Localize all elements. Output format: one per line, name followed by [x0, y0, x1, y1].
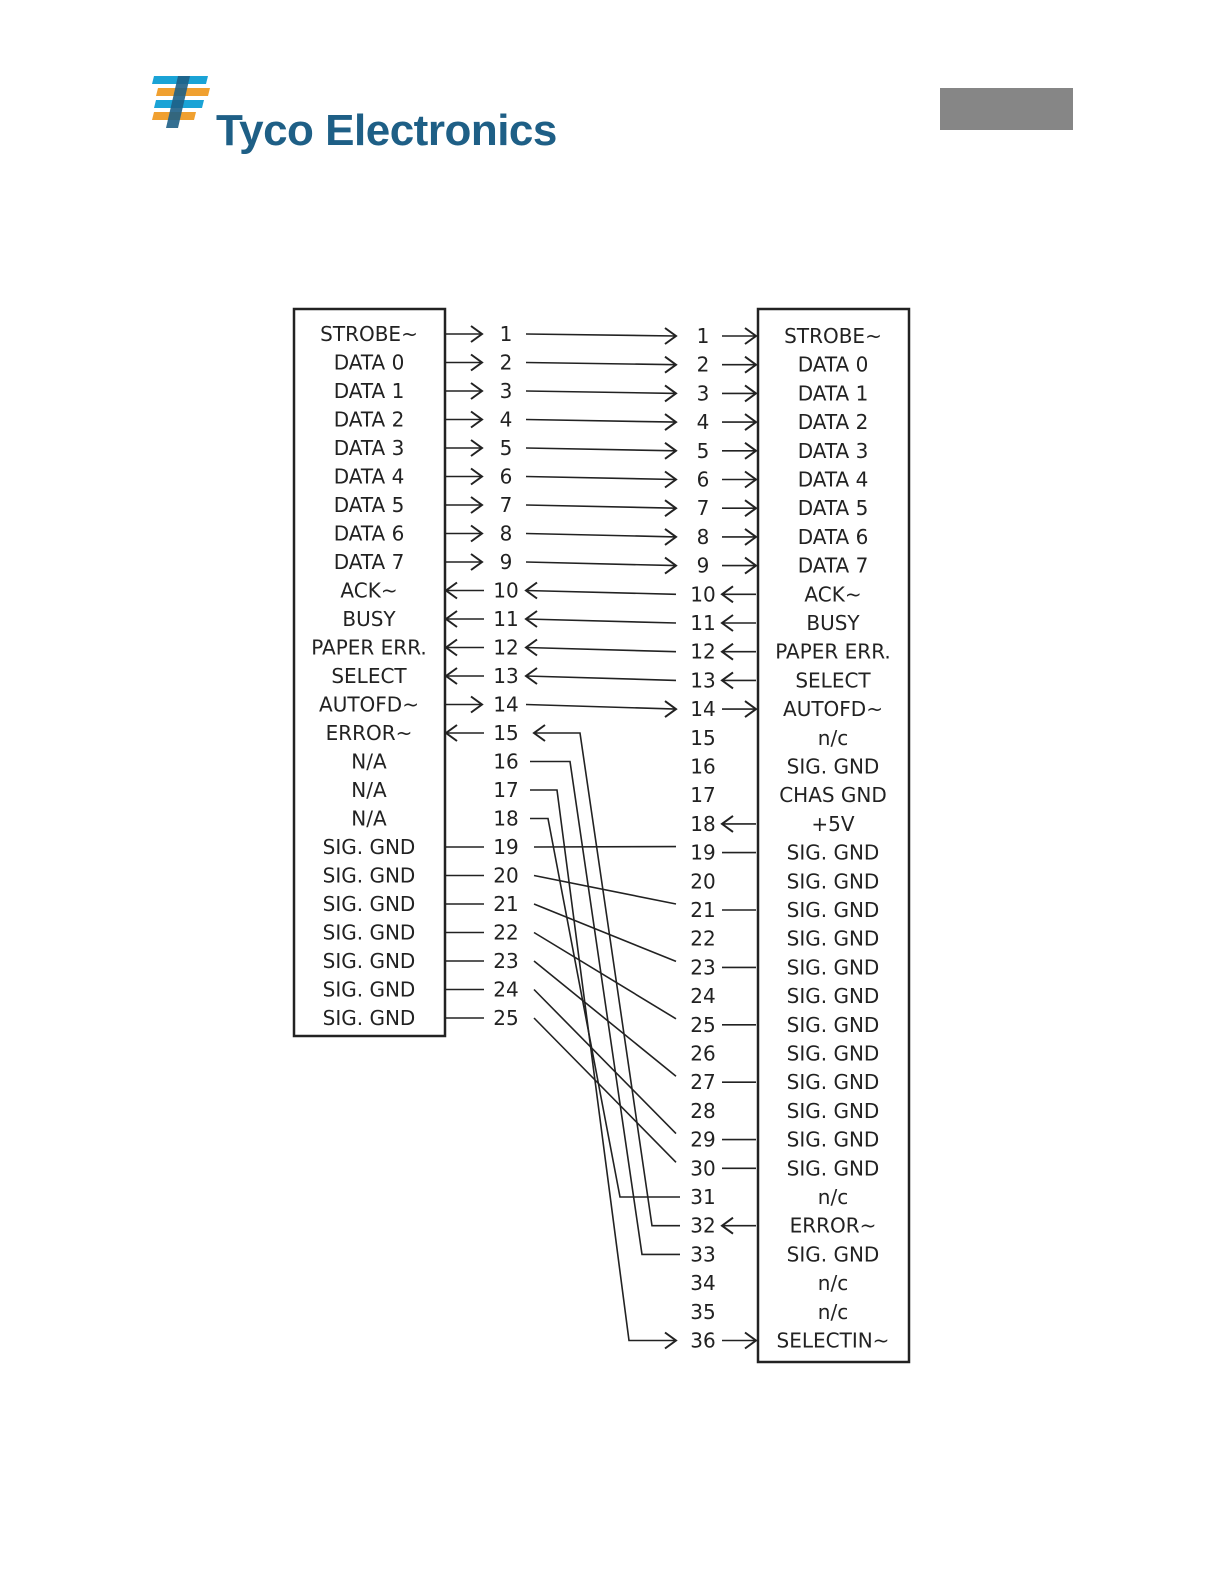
straight-wire	[526, 676, 676, 680]
left-pin-number: 9	[499, 550, 513, 574]
right-pin-number: 8	[696, 524, 710, 549]
straight-wire	[526, 391, 676, 393]
right-pin-number: 20	[690, 869, 716, 894]
left-pin-number: 25	[493, 1006, 519, 1030]
left-pin-number: 12	[493, 635, 519, 660]
right-pin-number: 4	[696, 410, 710, 435]
right-signal-label: DATA 3	[797, 438, 869, 463]
right-pin-number: 15	[690, 725, 716, 750]
left-signal-label: DATA 3	[333, 436, 405, 460]
right-pin-number: 3	[696, 381, 710, 406]
brand-name: Tyco Electronics	[216, 106, 557, 155]
right-pin-number: 21	[690, 898, 716, 922]
left-signal-label: SIG. GND	[322, 835, 416, 859]
left-pin-number: 2	[499, 350, 513, 375]
left-signal-label: ACK~	[340, 578, 398, 603]
straight-wire	[526, 505, 676, 508]
right-signal-label: +5V	[811, 811, 855, 836]
right-pin-number: 30	[690, 1156, 716, 1181]
right-signal-label: CHAS GND	[779, 783, 887, 808]
left-signal-label: N/A	[351, 778, 387, 802]
left-pin-number: 10	[493, 578, 519, 603]
cross-wire	[534, 1018, 676, 1162]
right-pin-number: 36	[690, 1328, 716, 1353]
left-pin-number: 14	[493, 692, 519, 717]
left-signal-label: SIG. GND	[322, 920, 416, 945]
right-signal-label: ERROR~	[789, 1213, 877, 1238]
right-pin-number: 18	[690, 811, 716, 836]
right-signal-label: SIG. GND	[786, 1012, 880, 1037]
straight-wire	[526, 648, 676, 652]
left-pin-number: 22	[493, 920, 519, 945]
right-pin-number: 19	[690, 840, 716, 865]
right-signal-label: DATA 2	[797, 410, 869, 435]
right-pin-number: 27	[690, 1070, 716, 1095]
straight-wire	[526, 534, 676, 537]
right-signal-label: SIG. GND	[786, 1070, 880, 1095]
left-pin-number: 18	[493, 806, 519, 831]
right-signal-label: SIG. GND	[786, 1127, 880, 1152]
right-signal-label: SIG. GND	[786, 926, 880, 951]
right-pin-number: 5	[696, 438, 710, 463]
right-pin-number: 26	[690, 1041, 716, 1066]
right-pin-number: 31	[690, 1185, 716, 1209]
left-signal-label: BUSY	[342, 607, 396, 631]
right-pin-number: 32	[690, 1213, 716, 1238]
straight-wire	[526, 477, 676, 480]
straight-wire	[526, 705, 676, 710]
right-pin-number: 7	[696, 496, 710, 521]
left-signal-label: STROBE~	[320, 322, 418, 346]
right-signal-label: STROBE~	[784, 324, 882, 348]
straight-wire	[526, 420, 676, 423]
straight-wire	[526, 334, 676, 336]
left-pin-number: 16	[493, 749, 519, 774]
right-signal-label: SIG. GND	[786, 1242, 880, 1267]
left-signal-label: DATA 7	[333, 550, 405, 574]
left-pin-number: 5	[499, 436, 513, 460]
right-signal-label: n/c	[817, 1185, 849, 1209]
right-signal-label: n/c	[817, 725, 849, 750]
cross-wire	[530, 790, 676, 1341]
right-signal-label: ACK~	[804, 582, 862, 607]
left-signal-label: N/A	[351, 806, 387, 831]
left-signal-label: SIG. GND	[322, 949, 416, 973]
right-signal-label: SIG. GND	[786, 984, 880, 1009]
right-pin-number: 34	[690, 1271, 716, 1296]
left-signal-label: ERROR~	[325, 721, 413, 745]
right-pin-number: 22	[690, 926, 716, 951]
cross-wire	[534, 904, 676, 961]
right-signal-label: SELECTIN~	[776, 1328, 890, 1353]
left-signal-label: SIG. GND	[322, 977, 416, 1002]
right-pin-number: 25	[690, 1012, 716, 1037]
right-pin-number: 14	[690, 697, 716, 722]
right-signal-label: n/c	[817, 1299, 849, 1324]
right-signal-label: DATA 5	[797, 496, 869, 521]
left-signal-label: SELECT	[331, 664, 407, 688]
left-signal-label: AUTOFD~	[319, 692, 419, 717]
left-signal-label: DATA 4	[333, 464, 405, 489]
straight-wire	[526, 619, 676, 623]
left-pin-number: 15	[493, 721, 519, 745]
left-pin-number: 4	[499, 407, 513, 432]
left-signal-label: SIG. GND	[322, 863, 416, 888]
straight-wire	[526, 562, 676, 566]
right-signal-label: SIG. GND	[786, 898, 880, 922]
right-signal-label: PAPER ERR.	[775, 639, 891, 664]
right-signal-label: DATA 0	[797, 352, 869, 377]
right-pin-number: 13	[690, 668, 716, 693]
left-pin-number: 1	[499, 322, 513, 346]
left-pin-number: 13	[493, 664, 519, 688]
left-signal-label: DATA 1	[333, 379, 405, 403]
right-signal-label: SIG. GND	[786, 1156, 880, 1181]
left-pin-number: 11	[493, 607, 519, 631]
right-signal-label: SIG. GND	[786, 955, 880, 980]
right-pin-number: 35	[690, 1299, 716, 1324]
right-signal-label: AUTOFD~	[783, 697, 883, 722]
left-signal-label: DATA 2	[333, 407, 405, 432]
right-signal-label: n/c	[817, 1271, 849, 1296]
left-signal-label: DATA 5	[333, 493, 405, 517]
right-pin-number: 6	[696, 467, 710, 492]
left-pin-number: 8	[499, 521, 513, 546]
right-signal-label: SIG. GND	[786, 869, 880, 894]
straight-wire	[526, 363, 676, 365]
left-pin-number: 24	[493, 977, 519, 1002]
right-signal-label: SIG. GND	[786, 1098, 880, 1123]
right-pin-number: 12	[690, 639, 716, 664]
left-pin-number: 19	[493, 835, 519, 859]
straight-wire	[526, 591, 676, 595]
right-pin-number: 1	[696, 324, 710, 348]
right-pin-number: 28	[690, 1098, 716, 1123]
left-pin-number: 7	[499, 493, 513, 517]
left-signal-label: SIG. GND	[322, 1006, 416, 1030]
right-signal-label: SELECT	[795, 668, 871, 693]
left-signal-label: DATA 0	[333, 350, 405, 375]
right-signal-label: SIG. GND	[786, 1041, 880, 1066]
left-pin-number: 3	[499, 379, 513, 403]
left-signal-label: PAPER ERR.	[311, 635, 427, 660]
left-signal-label: SIG. GND	[322, 892, 416, 916]
right-signal-label: DATA 1	[797, 381, 869, 406]
right-pin-number: 10	[690, 582, 716, 607]
right-signal-label: SIG. GND	[786, 754, 880, 779]
cross-wire	[534, 961, 676, 1076]
right-pin-number: 16	[690, 754, 716, 779]
right-signal-label: DATA 6	[797, 524, 869, 549]
right-pin-number: 9	[696, 553, 710, 578]
right-pin-number: 17	[690, 783, 716, 808]
right-pin-number: 23	[690, 955, 716, 980]
left-signal-label: DATA 6	[333, 521, 405, 546]
left-pin-number: 20	[493, 863, 519, 888]
left-pin-number: 23	[493, 949, 519, 973]
right-pin-number: 2	[696, 352, 710, 377]
right-pin-number: 11	[690, 611, 716, 635]
left-pin-number: 21	[493, 892, 519, 916]
straight-wire	[526, 448, 676, 451]
right-pin-number: 29	[690, 1127, 716, 1152]
right-pin-number: 33	[690, 1242, 716, 1267]
right-signal-label: DATA 4	[797, 467, 869, 492]
right-pin-number: 24	[690, 984, 716, 1009]
right-signal-label: SIG. GND	[786, 840, 880, 865]
right-signal-label: BUSY	[806, 611, 860, 635]
left-signal-label: N/A	[351, 749, 387, 774]
left-pin-number: 17	[493, 778, 519, 802]
left-pin-number: 6	[499, 464, 513, 489]
cross-wire	[534, 990, 676, 1134]
right-signal-label: DATA 7	[797, 553, 869, 578]
